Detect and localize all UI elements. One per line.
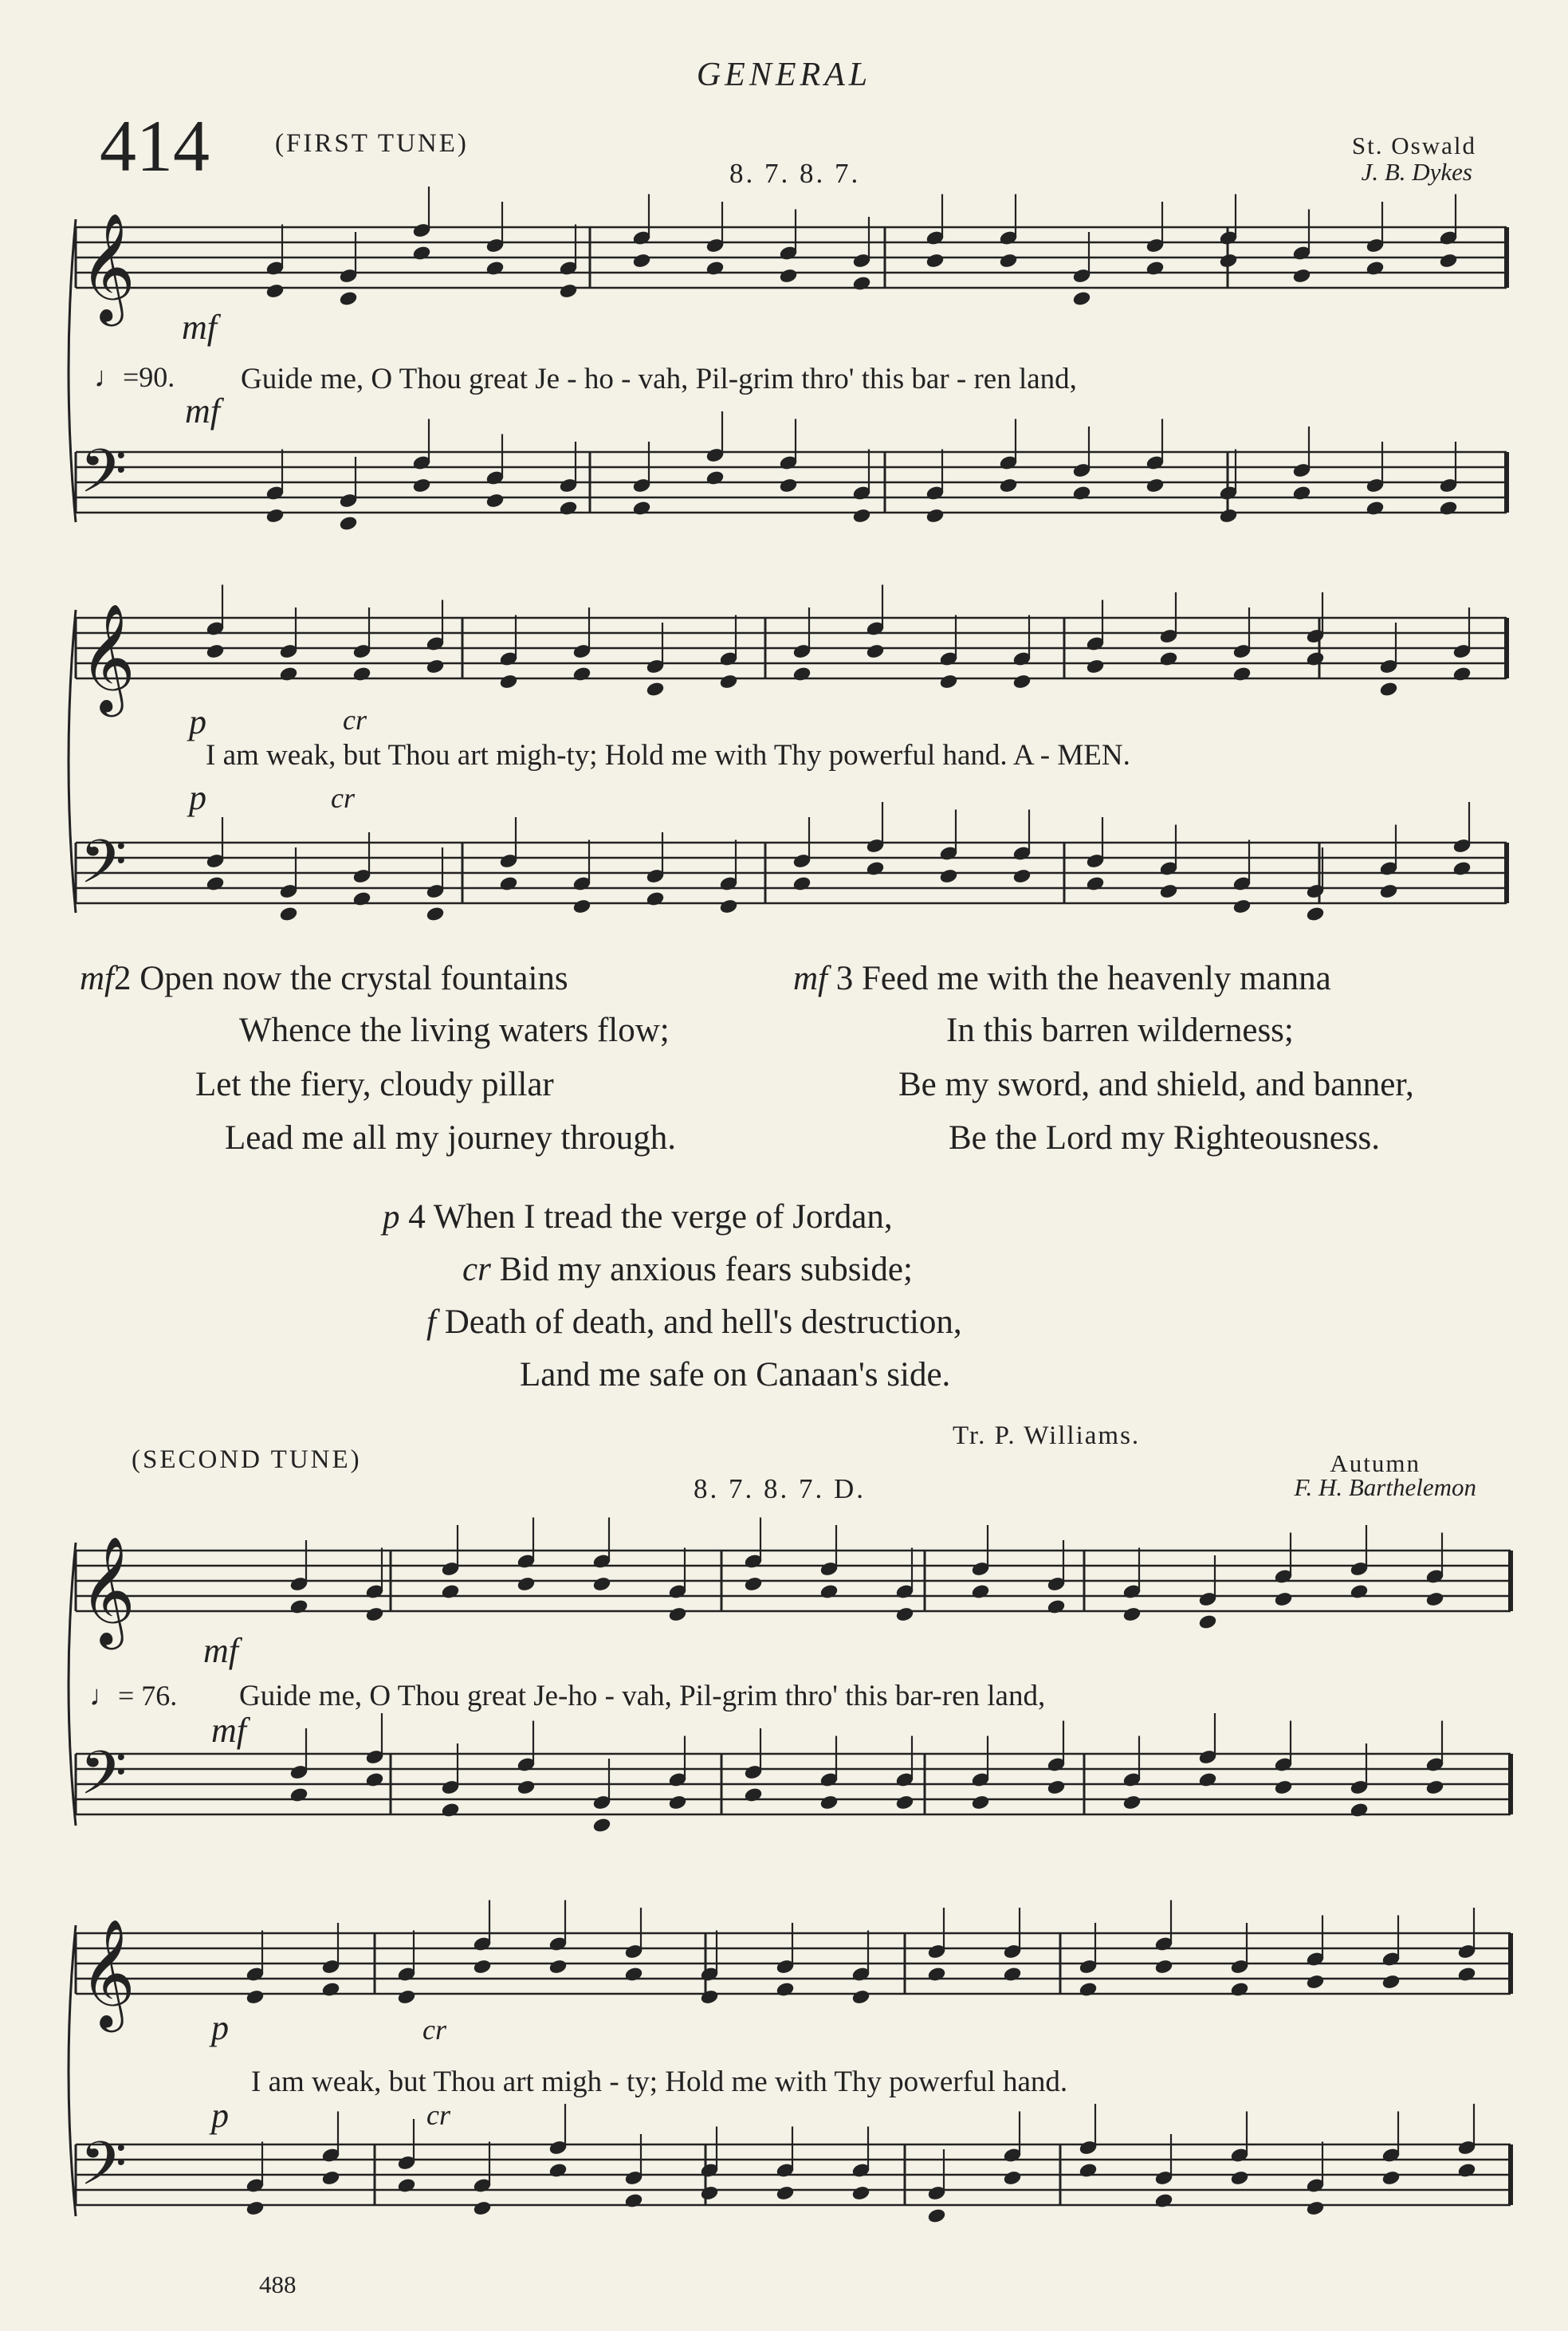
- note-head: [499, 674, 518, 690]
- note-head: [1439, 501, 1458, 517]
- note-head: [792, 876, 812, 892]
- note-head: [441, 1584, 460, 1600]
- note-head: [473, 1959, 492, 1975]
- note-head: [744, 1576, 763, 1592]
- note-head: [1198, 1614, 1217, 1630]
- note-head: [1003, 2170, 1022, 2186]
- note-head: [441, 1802, 460, 1818]
- note-head: [1457, 2163, 1476, 2179]
- note-head: [1219, 508, 1238, 524]
- note-head: [819, 1794, 839, 1810]
- note-head: [866, 861, 885, 877]
- note-head: [1306, 2200, 1325, 2216]
- note-head: [776, 2185, 795, 2201]
- note-head: [1292, 485, 1311, 501]
- note-head: [289, 1787, 308, 1803]
- first-tune-name: St. Oswald: [1351, 132, 1476, 159]
- note-head: [1274, 1591, 1293, 1607]
- note-head: [779, 268, 798, 284]
- treble-clef-icon: 𝄞: [80, 602, 136, 712]
- note-head: [572, 898, 591, 914]
- note-head: [1086, 876, 1105, 892]
- note-head: [792, 666, 812, 682]
- note-head: [705, 470, 725, 486]
- dynamic-p: p: [189, 702, 206, 741]
- note-head: [1381, 2170, 1401, 2186]
- note-head: [1047, 1599, 1066, 1615]
- note-head: [1079, 1982, 1098, 1998]
- treble-clef-icon: 𝄞: [80, 1535, 136, 1645]
- quarter-note-icon: ♩: [89, 1680, 118, 1712]
- note-head: [1146, 478, 1165, 493]
- dynamic-cresc: cr: [426, 2099, 450, 2131]
- note-head: [352, 666, 371, 682]
- note-head: [572, 666, 591, 682]
- note-head: [426, 906, 445, 922]
- note-head: [1232, 898, 1252, 914]
- note-head: [339, 516, 358, 532]
- verse-2-line-4: Lead me all my journey through.: [225, 1119, 677, 1157]
- note-head: [1154, 2193, 1173, 2209]
- note-head: [1012, 868, 1032, 884]
- note-head: [1452, 666, 1472, 682]
- dynamic-p: p: [211, 2096, 229, 2135]
- note-head: [1350, 1802, 1369, 1818]
- dynamic-mf: mf: [182, 308, 217, 347]
- verse-4-line-3: f Death of death, and hell's destruction,: [426, 1303, 962, 1341]
- note-head: [632, 501, 651, 517]
- first-tune-composer: J. B. Dykes: [1361, 158, 1472, 186]
- note-head: [397, 1989, 416, 2005]
- page-section-title: GENERAL: [696, 57, 872, 93]
- note-head: [939, 868, 958, 884]
- note-head: [779, 478, 798, 493]
- note-head: [265, 283, 285, 299]
- note-head: [279, 666, 298, 682]
- note-head: [365, 1606, 384, 1622]
- note-head: [1079, 2163, 1098, 2179]
- note-head: [927, 1967, 946, 1983]
- note-head: [1072, 291, 1091, 307]
- note-head: [1047, 1779, 1066, 1795]
- note-head: [1159, 651, 1178, 667]
- lyric-line: I am weak, but Thou art migh - ty; Hold me with Thy powerful hand.: [251, 2066, 1068, 2098]
- note-head: [246, 2200, 265, 2216]
- note-head: [321, 1982, 340, 1998]
- second-tune-composer: F. H. Barthelemon: [1294, 1473, 1476, 1501]
- note-head: [365, 1772, 384, 1788]
- dynamic-p: p: [189, 778, 206, 817]
- verse-3-line-1: mf 3 Feed me with the heavenly manna: [793, 960, 1331, 997]
- note-head: [925, 253, 945, 269]
- note-head: [485, 261, 505, 277]
- page-number: 488: [259, 2270, 297, 2298]
- note-head: [1306, 906, 1325, 922]
- note-head: [592, 1818, 611, 1834]
- note-head: [559, 501, 578, 517]
- metronome-mark: ♩= 76.: [89, 1680, 178, 1712]
- note-head: [548, 2163, 568, 2179]
- note-head: [426, 658, 445, 674]
- note-head: [1230, 1982, 1249, 1998]
- note-head: [1154, 1959, 1173, 1975]
- note-head: [1379, 682, 1398, 698]
- hymn-number: 414: [100, 105, 210, 187]
- note-head: [925, 508, 945, 524]
- note-head: [1232, 666, 1252, 682]
- note-head: [700, 2185, 719, 2201]
- note-head: [352, 891, 371, 907]
- note-head: [971, 1584, 990, 1600]
- note-head: [517, 1576, 536, 1592]
- note-head: [1122, 1794, 1142, 1810]
- note-head: [927, 2208, 946, 2224]
- lyric-line: Guide me, O Thou great Je - ho - vah, Pil-grim thro' this bar - ren land,: [241, 363, 1077, 395]
- note-head: [339, 291, 358, 307]
- note-head: [517, 1779, 536, 1795]
- note-head: [851, 2185, 870, 2201]
- note-head: [700, 1989, 719, 2005]
- note-head: [1274, 1779, 1293, 1795]
- dynamic-mf: mf: [203, 1631, 238, 1670]
- note-head: [499, 876, 518, 892]
- note-head: [1439, 253, 1458, 269]
- note-head: [1198, 1772, 1217, 1788]
- note-head: [246, 1989, 265, 2005]
- dynamic-cresc: cr: [343, 704, 367, 736]
- note-head: [265, 508, 285, 524]
- dynamic-cresc: cr: [422, 2014, 446, 2046]
- bass-clef-icon: 𝄢: [80, 436, 128, 521]
- note-head: [1452, 861, 1472, 877]
- note-head: [895, 1794, 914, 1810]
- note-head: [1306, 651, 1325, 667]
- note-head: [548, 1959, 568, 1975]
- second-tune-name: Autumn: [1330, 1449, 1421, 1477]
- translator-credit: Tr. P. Williams.: [953, 1421, 1141, 1450]
- note-head: [1306, 1974, 1325, 1990]
- note-head: [1366, 261, 1385, 277]
- dynamic-cresc: cr: [331, 782, 355, 814]
- note-head: [206, 876, 225, 892]
- note-head: [971, 1794, 990, 1810]
- note-head: [852, 508, 871, 524]
- note-head: [473, 2200, 492, 2216]
- treble-clef-icon: 𝄞: [80, 1917, 136, 2027]
- treble-clef-icon: 𝄞: [80, 211, 136, 321]
- bass-clef-icon: 𝄢: [80, 1738, 128, 1823]
- second-tune-meter: 8. 7. 8. 7. D.: [694, 1473, 867, 1504]
- note-head: [866, 643, 885, 659]
- note-head: [744, 1787, 763, 1803]
- note-head: [668, 1794, 687, 1810]
- verse-2-line-3: Let the fiery, cloudy pillar: [195, 1066, 554, 1103]
- note-head: [668, 1606, 687, 1622]
- note-head: [719, 898, 738, 914]
- note-head: [1425, 1779, 1444, 1795]
- note-head: [646, 891, 665, 907]
- note-head: [412, 478, 431, 493]
- note-head: [397, 2178, 416, 2194]
- lyric-line: Guide me, O Thou great Je-ho - vah, Pil-grim thro' this bar-ren land,: [239, 1680, 1046, 1712]
- note-head: [412, 246, 431, 261]
- note-head: [646, 682, 665, 698]
- verse-4-line-4: Land me safe on Canaan's side.: [520, 1356, 951, 1393]
- verse-3-line-4: Be the Lord my Righteousness.: [949, 1119, 1381, 1157]
- quarter-note-icon: ♩: [94, 361, 123, 393]
- verse-2-line-2: Whence the living waters flow;: [239, 1012, 670, 1049]
- second-tune-label: (SECOND TUNE): [132, 1445, 362, 1474]
- metronome-mark: ♩=90.: [94, 361, 175, 393]
- note-head: [1381, 1974, 1401, 1990]
- first-tune-label: (FIRST TUNE): [275, 129, 469, 158]
- note-head: [999, 253, 1018, 269]
- note-head: [776, 1982, 795, 1998]
- note-head: [1146, 261, 1165, 277]
- note-head: [289, 1599, 308, 1615]
- note-head: [852, 276, 871, 292]
- lyric-line: I am weak, but Thou art migh-ty; Hold me with Thy powerful hand. A - MEN.: [206, 739, 1130, 772]
- dynamic-p: p: [211, 2008, 229, 2047]
- note-head: [719, 674, 738, 690]
- note-head: [1366, 501, 1385, 517]
- note-head: [819, 1584, 839, 1600]
- note-head: [1122, 1606, 1142, 1622]
- note-head: [592, 1576, 611, 1592]
- note-head: [1219, 253, 1238, 269]
- note-head: [632, 253, 651, 269]
- note-head: [999, 478, 1018, 493]
- note-head: [279, 906, 298, 922]
- note-head: [939, 674, 958, 690]
- verse-3-line-2: In this barren wilderness;: [946, 1012, 1294, 1049]
- note-head: [1072, 485, 1091, 501]
- bass-clef-icon: 𝄢: [80, 2129, 128, 2214]
- note-head: [1292, 268, 1311, 284]
- note-head: [206, 643, 225, 659]
- note-head: [705, 261, 725, 277]
- note-head: [1086, 658, 1105, 674]
- note-head: [1230, 2170, 1249, 2186]
- first-tune-meter: 8. 7. 8. 7.: [729, 158, 861, 189]
- verse-3-line-3: Be my sword, and shield, and banner,: [898, 1066, 1414, 1103]
- verse-4-line-2: cr Bid my anxious fears subside;: [462, 1251, 913, 1288]
- verse-4-line-1: p 4 When I tread the verge of Jordan,: [383, 1198, 893, 1236]
- note-head: [1003, 1967, 1022, 1983]
- bass-clef-icon: 𝄢: [80, 827, 128, 912]
- note-head: [559, 283, 578, 299]
- note-head: [1425, 1591, 1444, 1607]
- note-head: [895, 1606, 914, 1622]
- note-head: [624, 2193, 643, 2209]
- note-head: [1457, 1967, 1476, 1983]
- note-head: [1159, 883, 1178, 899]
- note-head: [485, 493, 505, 509]
- note-head: [1379, 883, 1398, 899]
- note-head: [851, 1989, 870, 2005]
- note-head: [1350, 1584, 1369, 1600]
- note-head: [624, 1967, 643, 1983]
- dynamic-mf: mf: [185, 391, 220, 430]
- note-head: [1012, 674, 1032, 690]
- dynamic-mf: mf: [211, 1711, 246, 1750]
- verse-2-line-1: mf2 Open now the crystal fountains: [80, 960, 568, 997]
- note-head: [321, 2170, 340, 2186]
